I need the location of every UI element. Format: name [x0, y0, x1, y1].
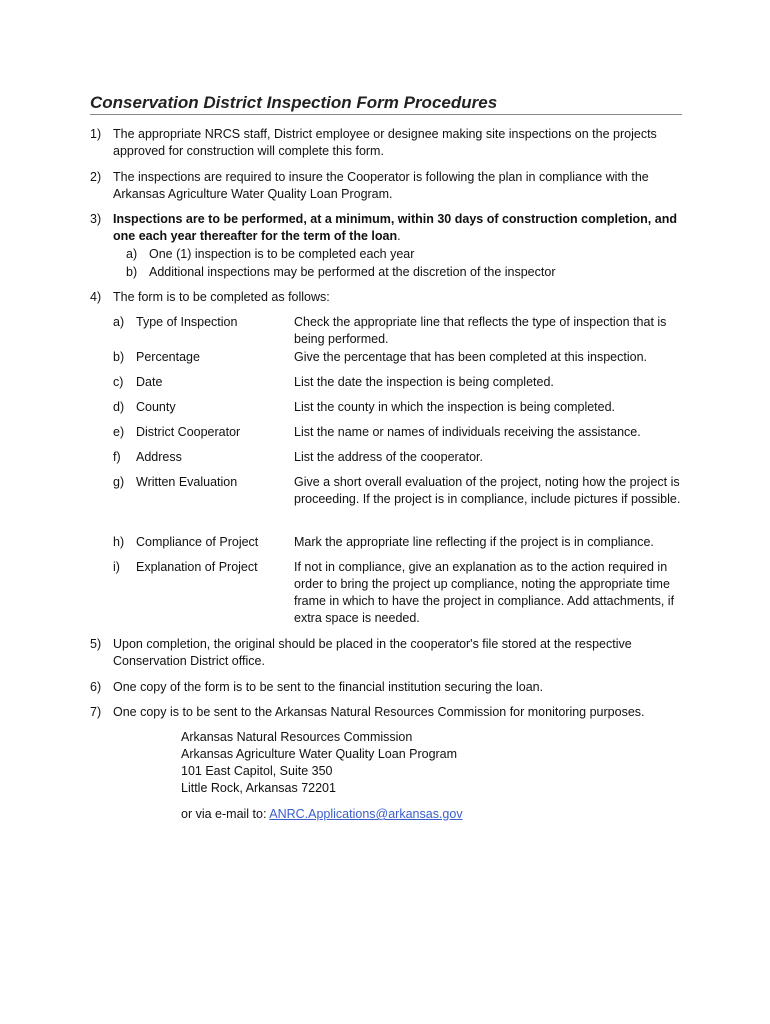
email-link[interactable]: ANRC.Applications@arkansas.gov — [269, 807, 463, 821]
item-text-bold: Inspections are to be performed, at a minimum, within 30 days of construction completion, and one each year thereafter for the term of the loan — [113, 212, 677, 243]
address-line-4: Little Rock, Arkansas 72201 — [181, 781, 336, 795]
mailing-address — [181, 729, 457, 797]
field-letter: g) — [113, 475, 125, 489]
field-description: Give the percentage that has been completed at this inspection. — [294, 350, 648, 364]
field-description: Check the appropriate line that reflects the type of inspection that is being performed. — [294, 315, 667, 346]
item-text: The inspections are required to insure the Cooperator is following the plan in compliance with the Arkansas Agriculture Water Quality Loan Program. — [113, 170, 649, 201]
field-name: Date — [136, 375, 163, 389]
field-description: Give a short overall evaluation of the project, noting how the project is proceeding. If the project is in compliance, include pictures if possible. — [294, 475, 681, 506]
item-number: 7) — [90, 705, 102, 719]
field-name: Percentage — [136, 350, 200, 364]
item-number: 6) — [90, 680, 102, 694]
field-letter: c) — [113, 375, 124, 389]
field-letter: b) — [113, 350, 125, 364]
sub-letter: b) — [126, 265, 138, 279]
field-description: List the county in which the inspection is being completed. — [294, 400, 616, 414]
sub-text: Additional inspections may be performed at the discretion of the inspector — [149, 265, 556, 279]
field-name: County — [136, 400, 176, 414]
field-letter: a) — [113, 315, 125, 329]
field-letter: e) — [113, 425, 125, 439]
email-prefix: or via e-mail to: — [181, 807, 267, 821]
item-text-suffix: . — [397, 229, 401, 243]
item-text: The appropriate NRCS staff, District employee or designee making site inspections on the projects approved for construction will complete this form. — [113, 127, 657, 158]
item-number: 2) — [90, 170, 102, 184]
item-number: 1) — [90, 127, 102, 141]
item-text: The form is to be completed as follows: — [113, 290, 330, 304]
item-number: 5) — [90, 637, 102, 651]
field-name: District Cooperator — [136, 425, 241, 439]
address-line-1: Arkansas Natural Resources Commission — [181, 730, 413, 744]
field-name: Type of Inspection — [136, 315, 238, 329]
item-text — [113, 211, 683, 245]
field-name: Compliance of Project — [136, 535, 259, 549]
address-line-3: 101 East Capitol, Suite 350 — [181, 764, 333, 778]
item-text: One copy is to be sent to the Arkansas Natural Resources Commission for monitoring purposes. — [113, 705, 645, 719]
sub-letter: a) — [126, 247, 138, 261]
field-description: If not in compliance, give an explanation as to the action required in order to bring the project up compliance, noting the appropriate time frame in which to have the project in compliance. Add attachments, if extra space is needed. — [294, 560, 675, 625]
page-title: Conservation District Inspection Form Procedures — [90, 94, 682, 115]
field-letter: d) — [113, 400, 125, 414]
field-letter: i) — [113, 560, 120, 574]
field-description: List the address of the cooperator. — [294, 450, 484, 464]
email-line — [181, 806, 463, 823]
field-letter: h) — [113, 535, 125, 549]
address-line-2: Arkansas Agriculture Water Quality Loan Program — [181, 747, 458, 761]
item-number: 3) — [90, 212, 102, 226]
item-text: Upon completion, the original should be placed in the cooperator's file stored at the respective Conservation District office. — [113, 637, 632, 668]
field-description: List the date the inspection is being completed. — [294, 375, 554, 389]
sub-text: One (1) inspection is to be completed each year — [149, 247, 415, 261]
field-description: List the name or names of individuals receiving the assistance. — [294, 425, 641, 439]
field-letter: f) — [113, 450, 121, 464]
field-description: Mark the appropriate line reflecting if the project is in compliance. — [294, 535, 654, 549]
field-name: Written Evaluation — [136, 475, 238, 489]
field-name: Address — [136, 450, 182, 464]
field-name: Explanation of Project — [136, 560, 258, 574]
item-number: 4) — [90, 290, 102, 304]
item-text: One copy of the form is to be sent to the financial institution securing the loan. — [113, 680, 544, 694]
